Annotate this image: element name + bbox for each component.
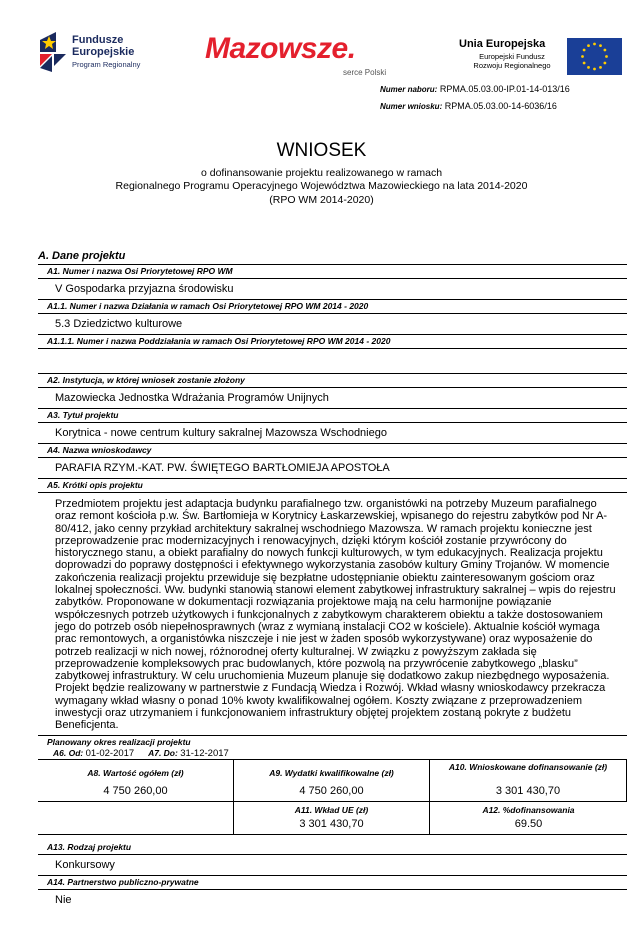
a11b-label: A11. Wkład UE (zł): [294, 804, 369, 815]
mazowsze-logo: [205, 32, 405, 77]
a11b-value: 3 301 430,70: [299, 817, 364, 830]
fe-line1: Fundusze: [72, 34, 124, 46]
a10-value: 3 301 430,70: [495, 784, 561, 797]
empty-cell: [38, 802, 234, 835]
a3-value: Korytnica - nowe centrum kultury sakralnej Mazowsza Wschodniego: [38, 423, 627, 444]
document-title: WNIOSEK: [276, 140, 367, 161]
a11b-cell: [234, 802, 430, 835]
a11-label: A1.1. Numer i nazwa Działania w ramach Osi Priorytetowej RPO WM 2014 - 2020: [38, 300, 627, 314]
a1-label: A1. Numer i nazwa Osi Priorytetowej RPO WM: [38, 265, 627, 279]
plan-dates: [38, 748, 627, 759]
a14-value: Nie: [55, 893, 72, 906]
a8-label: A8. Wartość ogółem (zł): [87, 767, 184, 778]
finance-grid: [38, 759, 627, 835]
a6-label: A6. Od:: [53, 747, 84, 758]
plan-label: Planowany okres realizacji projektu: [47, 736, 191, 747]
mazowsze-tagline: serce Polski: [343, 68, 387, 77]
wniosek-value: RPMA.05.03.00-14-6036/16: [444, 101, 557, 111]
numer-naboru: [380, 84, 570, 95]
ue-fund-name: [472, 52, 552, 70]
a2-value: Mazowiecka Jednostka Wdrażania Programów Unijnych: [38, 388, 627, 409]
a5-label: A5. Krótki opis projektu: [38, 479, 627, 493]
a1-value: V Gospodarka przyjazna środowisku: [38, 279, 627, 300]
a12-cell: [430, 802, 627, 835]
a10-label: A10. Wnioskowane dofinansowanie (zł): [448, 761, 608, 772]
a111-value: [38, 349, 627, 374]
a9-value: 4 750 260,00: [299, 784, 364, 797]
mazowsze-name: Mazowsze.: [205, 32, 356, 65]
fundusze-europejskie-logo: [38, 30, 168, 78]
a5-description: Przedmiotem projektu jest adaptacja budynku parafialnego tzw. organistówki na potrzeby Muzeum parafialnego oraz remont kościoła p.w. Św. Bartłomieja w Korytnicy Łaskarzewskiej, wpisanego do rejestru zabytków pod Nr A-80/412, jako cenny przykład architektury sakralnej wschodniego Mazowsza. W ramach projektu konieczne jest przeprowadzenie prac modernizacyjnych i renowacyjnych, dzięki którym kościół zostanie przywrócony do historycznego stanu, a obiekt parafialny do nowych funkcji kulturowych, w tym edukacyjnych. Realizacja projektu doprowadzi do poprawy dostępności i efektywnego wykorzystania zasobów kultury Gminy Trojanów. W momencie zakończenia realizacji projektu przewiduje się bezpłatne udostępnianie obiektu zainteresowanym gościom oraz lokalnej społeczności. Ww. budynki stanowią stanowi element zabytkowej infrastruktury sakralnej – wpis do rejestru zabytków. Proponowane w dokumentacji rozwiązania projektowe mają na celu harmonijne powiązanie współczesnych potrzeb użytkowych i funkcjonalnych z zabytkowym charakterem obiektu a także dostosowaniem jego do potrzeb osób niepełnosprawnych (wraz z wymianą instalacji CO2 w kościele). Aktualnie kościół wymaga prac remontowych, a organistówka niszczeje i nie jest w żaden sposób wykorzystywane) oraz wyposażenie do potrzeb realizacji w nich nowej, różnorodnej oferty kulturalnej. W związku z powyższym zakłada się przeprowadzenie kompleksowych prac budowlanych, które pozwolą na przywrócenie zabytkowego „blasku” zabytkowej infrastruktury. W celu uruchomienia Muzeum planuje się dodatkowo zakup niezbędnego wyposażenia. Projekt będzie realizowany w partnerstwie z Fundacją Wiedza i Rozwój. Wkład własny wnioskodawcy przekracza wymagany wkład własny o ponad 10% kwoty kwalifikowalnej ogółem. Koszty związane z przeprowadzeniem inwestycji oraz utrzymaniem i funkcjonowaniem infrastruktury objętej projektem zostaną pokryte z budżetu Beneficjenta.: [38, 493, 627, 736]
wniosek-label: Numer wniosku:: [380, 102, 443, 111]
title-line1: o dofinansowanie projektu realizowanego w ramach: [200, 167, 443, 179]
a7-value: 31-12-2017: [180, 747, 229, 759]
eu-flag-icon: [567, 38, 622, 75]
fe-flag-icon: [38, 30, 68, 74]
a2-label: A2. Instytucja, w której wniosek zostanie złożony: [38, 374, 627, 388]
a9-label: A9. Wydatki kwalifikowalne (zł): [269, 767, 394, 778]
a6-value: 01-02-2017: [85, 747, 135, 759]
title-line2: Regionalnego Programu Operacyjnego Województwa Mazowieckiego na lata 2014-2020: [115, 180, 528, 192]
section-a-title: A. Dane projektu: [38, 248, 627, 265]
logo-bar: [0, 0, 643, 80]
unia-europejska-logo: [442, 38, 622, 78]
fe-line2: Europejskie: [72, 46, 135, 58]
ue-title: Unia Europejska: [459, 38, 546, 50]
a13-label: A13. Rodzaj projektu: [38, 841, 627, 855]
numer-wniosku: [380, 101, 557, 112]
nabor-value: RPMA.05.03.00-IP.01-14-013/16: [439, 84, 570, 94]
nabor-label: Numer naboru:: [380, 85, 438, 94]
a12-label: A12. %dofinansowania: [482, 804, 575, 815]
a8-value: 4 750 260,00: [103, 784, 168, 797]
a14-label: A14. Partnerstwo publiczno-prywatne: [38, 876, 627, 890]
a3-label: A3. Tytuł projektu: [38, 409, 627, 423]
ue-line2: Rozwoju Regionalnego: [473, 61, 551, 70]
a8-cell: [38, 760, 234, 802]
a4-label: A4. Nazwa wnioskodawcy: [38, 444, 627, 458]
a11-value: 5.3 Dziedzictwo kulturowe: [38, 314, 627, 335]
section-a-form: [38, 248, 627, 910]
ue-line1: Europejski Fundusz: [479, 52, 545, 61]
a12-value: 69.50: [514, 817, 543, 830]
title-line3: (RPO WM 2014-2020): [269, 194, 374, 206]
a9-cell: [234, 760, 430, 802]
a7-label: A7. Do:: [148, 747, 178, 758]
a111-label: A1.1.1. Numer i nazwa Poddziałania w ramach Osi Priorytetowej RPO WM 2014 - 2020: [38, 335, 627, 349]
a13-value: Konkursowy: [38, 855, 627, 876]
a4-value: PARAFIA RZYM.-KAT. PW. ŚWIĘTEGO BARTŁOMIEJA APOSTOŁA: [38, 458, 627, 479]
fe-line3: Program Regionalny: [72, 60, 141, 69]
a10-cell: [430, 760, 627, 802]
